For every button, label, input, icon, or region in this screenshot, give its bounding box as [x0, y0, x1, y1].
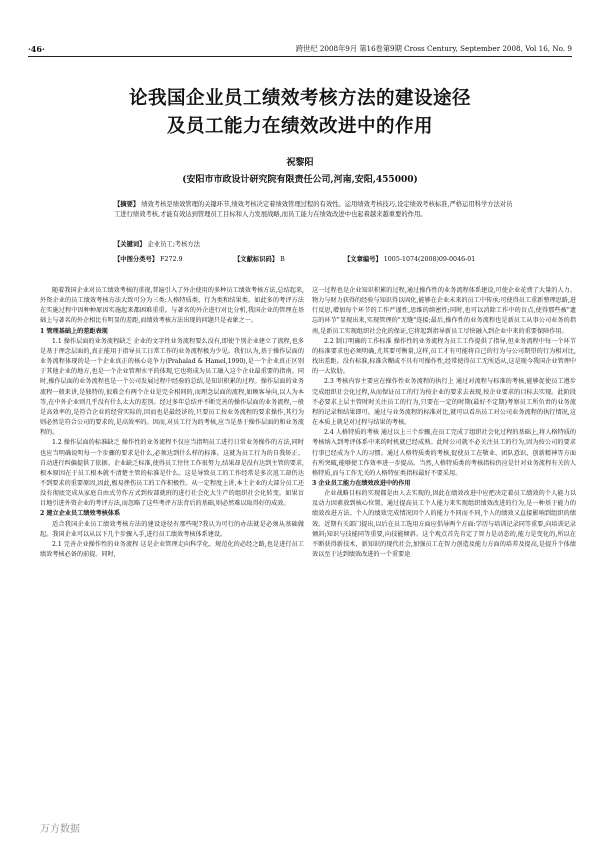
- paragraph: 2.1 完善企业操作性的业务流程 这是企业管理走向科学化、规范化的必经之路,也是进行员工绩效考核必备的前提。同时,: [40, 540, 304, 559]
- doc-code-label: 【文献标识码】: [234, 256, 279, 263]
- paragraph: 2.2 制订明确的工作标准 操作性的业务流程为员工工作提供了指导,但业务流程中每一个环节的标准要求也必须明确,尤其要可衡量,这样,员工才有可能将自己的行为与公司期望的行为相对比,找出差距。没有标准,标准含糊或不具有可操作性,经常使得员工无所适从,这是现今我国企业管理中的一大软肋。: [312, 337, 576, 376]
- section-heading: 3 企业员工能力在绩效改进中的作用: [312, 479, 411, 487]
- article-title-line1: 论我国企业员工绩效考核方法的建设途径: [128, 88, 471, 109]
- paragraph: 适合我国企业员工绩效考核方法的建设途径有那些呢?我认为可行的办法就是必须从基础做起。我国企业可以从以下几个步骤入手,进行员工绩效考核体系建设。: [40, 520, 304, 538]
- author: 祝黎阳: [286, 158, 314, 168]
- article-no-value: 1005-1074(2008)09-0046-01: [383, 256, 476, 263]
- keywords-text: 企业员工;考核方法: [147, 241, 200, 248]
- paragraph: 1.2 操作层面的标准缺乏 操作性的业务流程不仅应当指明员工进行日常业务操作的方法,同时也应当明确说明每一个步骤的要求是什么,必须达到什么样的标准。这就为员工行为的自我矫正、自动进行纠偏提供了依据。企业缺乏标准,使得员工往往工作很努力,结果却是没有达到主管的要求,根本原因在于员工根本就不清楚主管的标准是什么。这是导致员工的工作经常是多次返工却仍达不到要求的重要原因,因此,极易挫伤员工的工作积极性。从一定程度上讲,本土企业的大部分员工还没有彻底完成从家庭自由式劳作方式到按部就班的进行社会化大生产的组织社会化转变。如果盲目地引进外资企业的考评方法,而忽略了这些考评方法背后的基础,则必然难以取得好的成效。: [40, 439, 304, 508]
- body-column-right: [312, 286, 576, 560]
- doc-code-value: B: [280, 256, 285, 263]
- abstract-text: 绩效考核是绩效管理的关键环节,绩效考核决定着绩效管理过程的有效性。运用绩效考核技巧,设定绩效考核标准,严格运用科学方法对员工进行绩效考核,才能有效达到管理员工目标和人力发展战略,而员工能力在绩效改进中也起着越来越重要的作用。: [114, 201, 513, 219]
- paragraph: 1.1 操作层面的业务流程缺乏 企业的文字性业务流程要么没有,即使个别企业建立了流程,也多是基于理念层面的,真正能用于指导员工日常工作的业务流程极为少见。我们认为,基于操作层面的业务流程体现的是一个企业真正的核心竞争力(Prahalad & Hamel,1990),是一个企业真正区别于其他企业的地方,也是一个企业管理水平的体现,它也将成为员工融入这个企业最重要的指南。同时,操作层面的业务流程也是一个公司发展过程中经验的总结,是知识积累的过程。操作层面的业务流程一般来讲,是独特的,很难会有两个企业是完全相同的,而理念层面的流程,如顾客导向,以人为本等,在中外企业则几乎没有什么太大的差别。经过多年总结并不断完善的操作层面的业务流程,一般是高效率的,是符合企业的经营实际的,因而也是最经济的,只要员工按业务流程的要求操作,其行为则必然是符合公司的要求的,是高效率的。因而,对员工行为的考核,应当是基于操作层面的和业务流程的。: [40, 337, 304, 437]
- paragraph: 这一过程也是企业知识积累的过程,通过操作性的业务流程体系建设,可使企业花费了大量的人力、物力与财力获得的经验与知识得以固化,能够在企业未来的员工中传承;可使得员工重新整理思路,进行反思,增加每个环节的工作严谨性,思维的缜密性;同时,也可以消除工作中的盲点,使得那些被"遗忘的环节"显现出来,实现管理的"无缝"连接;最后,操作性的业务流程也是新员工从事公司业务的指南,是新员工实现组织社会化的保证,它将起到指导新员工尽快融入到企业中来的重要保障作用。: [312, 287, 576, 335]
- paragraph: 2.3 考核内容主要应在操作性业务流程的执行上 通过对流程与标准的考核,能够促使员工遵步完成组织社会化过程,从而保证员工的行为按企业的要求去表现,按企业要求的目标去实现。此阶段不必要求上层主管时时关注员工的行为,只要在一定的时期(最好不定期)考察员工所负责的业务流程的记录和结果即可。通过与业务流程的标准对比,就可以看出员工对公司业务流程的执行情况,这在本质上就是对过程与结果的考核。: [312, 378, 576, 427]
- running-header: [28, 40, 572, 54]
- article-no-label: 【文章编号】: [344, 256, 382, 263]
- journal-info: 跨世纪 2008年9月 第16卷第9期 Cross Century, September 2008, Vol 16, No. 9: [295, 44, 572, 53]
- abstract: [114, 200, 514, 220]
- page-number: ·46·: [28, 44, 45, 54]
- article-meta: [114, 254, 514, 263]
- clc-label: 【中图分类号】: [114, 256, 159, 263]
- keywords: [114, 239, 200, 248]
- paragraph: 企业战略目标的实现都是由人去实现的,因此在绩效改进中应把决定着员工绩效的个人能力以及动力因素放到核心位置。通过提高员工个人能力来实现组织绩效改进的行为,是一种基于能力的绩效改进方法。个人的绩效完成情况因个人的能力不同而不同,个人的绩效又直接影响到组织的绩效。近期有关部门提出,以后在员工选用方面应倡导两个方面:学历与培训记录同等重要,向培训记录倾斜;知识与技能同等重要,向技能倾斜。这个观点首先肯定了智力是动态的,能力是变化的,所以在不断获得新技术、新知识的现代社会,加强员工在智力创造及能力方面的培养及提高,是提升个体绩效以至于达到绩效改进的一个重要途: [312, 490, 576, 559]
- paragraph: 2.4 人格特质的考核 通过以上三个步骤,在员工完成了组织社会化过程的基础上,将人格特质的考核纳入到考评体系中来的时机就已经成熟。此时公司就不必关注员工的行为,因为按公司的要求行事已经成为个人的习惯。通过人格特质类的考核,促使员工在敬业、团队意识、创新精神等方面有所突破,能够使工作效率进一步提高。当然,人格特质类的考核指标仍应是针对业务流程有关的人格特质,而与工作无关的人格特征类指标最好不要采用。: [312, 429, 576, 477]
- watermark: 万方数据: [40, 824, 80, 835]
- body-column-left: [40, 286, 304, 560]
- clc-value: F272.9: [160, 256, 183, 263]
- keywords-label: 【关键词】: [114, 241, 146, 248]
- section-heading: 2 建立企业员工绩效考核体系: [40, 510, 121, 518]
- article-title-line2: 及员工能力在绩效改进中的作用: [166, 116, 433, 137]
- affiliation: (安阳市市政设计研究院有限责任公司,河南,安阳,455000): [182, 175, 418, 185]
- abstract-label: 【摘要】: [114, 201, 140, 208]
- header-rule: [28, 56, 572, 57]
- section-heading: 1 管理基础上的差距表现: [40, 327, 108, 335]
- paragraph: 随着我国企业对员工绩效考核的重视,普遍引入了外企使用的多种员工绩效考核方法,总结起来,外资企业的员工绩效考核方法大致可分为三类:人格特质类、行为类和结果类。如此多的考评方法在实施过程中因种种原因实施起来都困难重重。与著名的外企进行对比分析,我国企业的管理在基础上与著名的外企相比有明显的差距,而绩效考核方法出现的问题只是表象之一。: [40, 287, 304, 325]
